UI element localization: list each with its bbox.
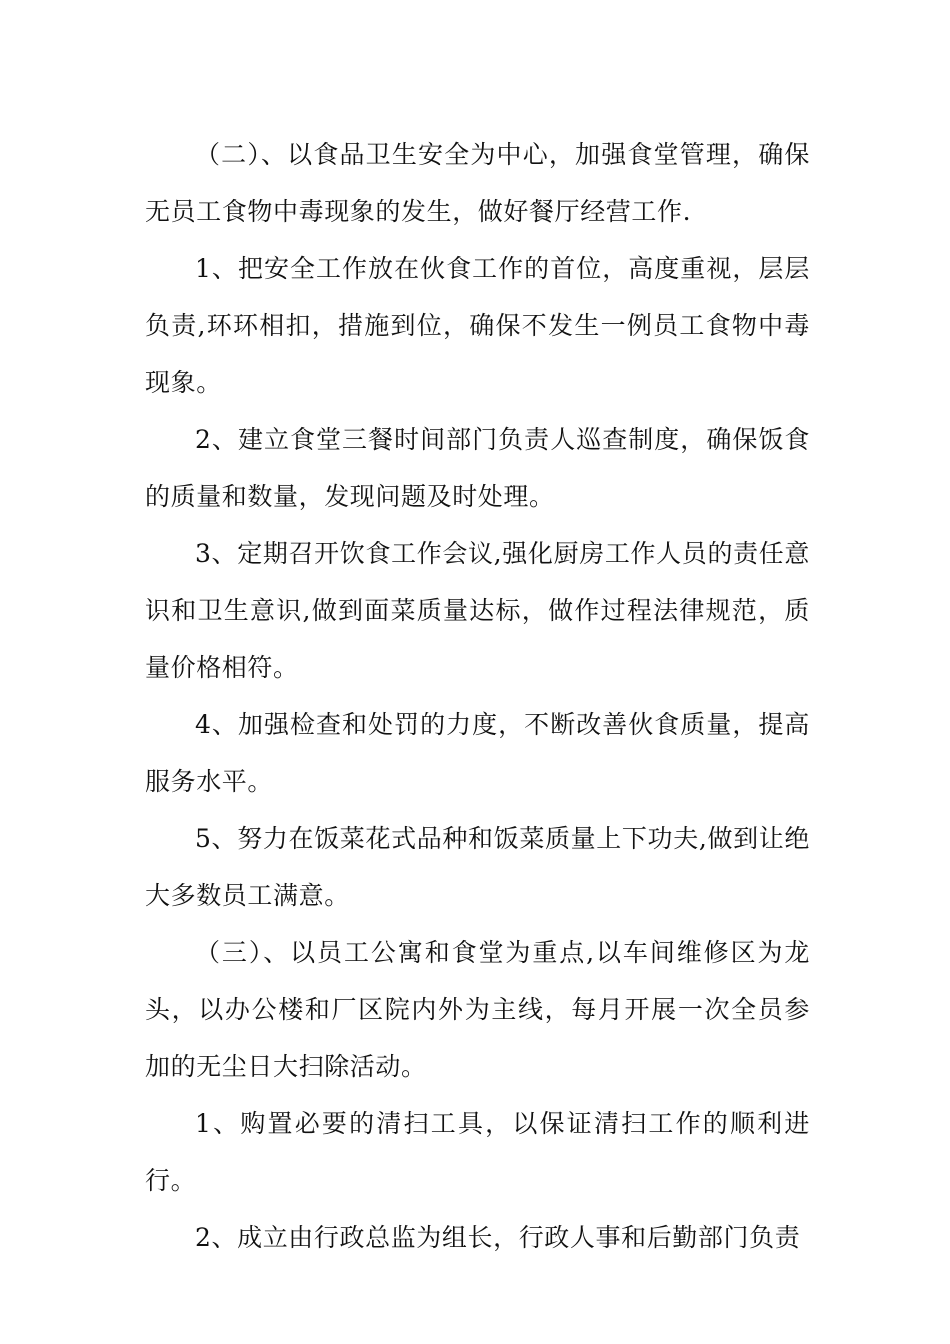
list-item: 2、成立由行政总监为组长，行政人事和后勤部门负责 xyxy=(195,1223,801,1252)
list-item: 5、努力在饭菜花式品种和饭菜质量上下功夫,做到让绝大多数员工满意。 xyxy=(145,824,810,910)
list-item: 4、加强检查和处罚的力度，不断改善伙食质量，提高服务水平。 xyxy=(145,710,810,796)
section-heading-3: （三）、以员工公寓和食堂为重点,以车间维修区为龙头，以办公楼和厂区院内外为主线，每月开展一次全员参加的无尘日大扫除活动。 xyxy=(145,938,810,1081)
list-item: 3、定期召开饮食工作会议,强化厨房工作人员的责任意识和卫生意识,做到面菜质量达标，做作过程法律规范，质量价格相符。 xyxy=(145,539,810,682)
list-item: 1、购置必要的清扫工具，以保证清扫工作的顺利进行。 xyxy=(145,1109,810,1195)
document-body xyxy=(145,126,810,1266)
list-item: 1、把安全工作放在伙食工作的首位，高度重视，层层负责,环环相扣，措施到位，确保不发生一例员工食物中毒现象。 xyxy=(145,254,810,397)
section-heading-2: （二）、以食品卫生安全为中心，加强食堂管理，确保无员工食物中毒现象的发生，做好餐厅经营工作. xyxy=(145,140,810,226)
list-item: 2、建立食堂三餐时间部门负责人巡查制度，确保饭食的质量和数量，发现问题及时处理。 xyxy=(145,425,810,511)
